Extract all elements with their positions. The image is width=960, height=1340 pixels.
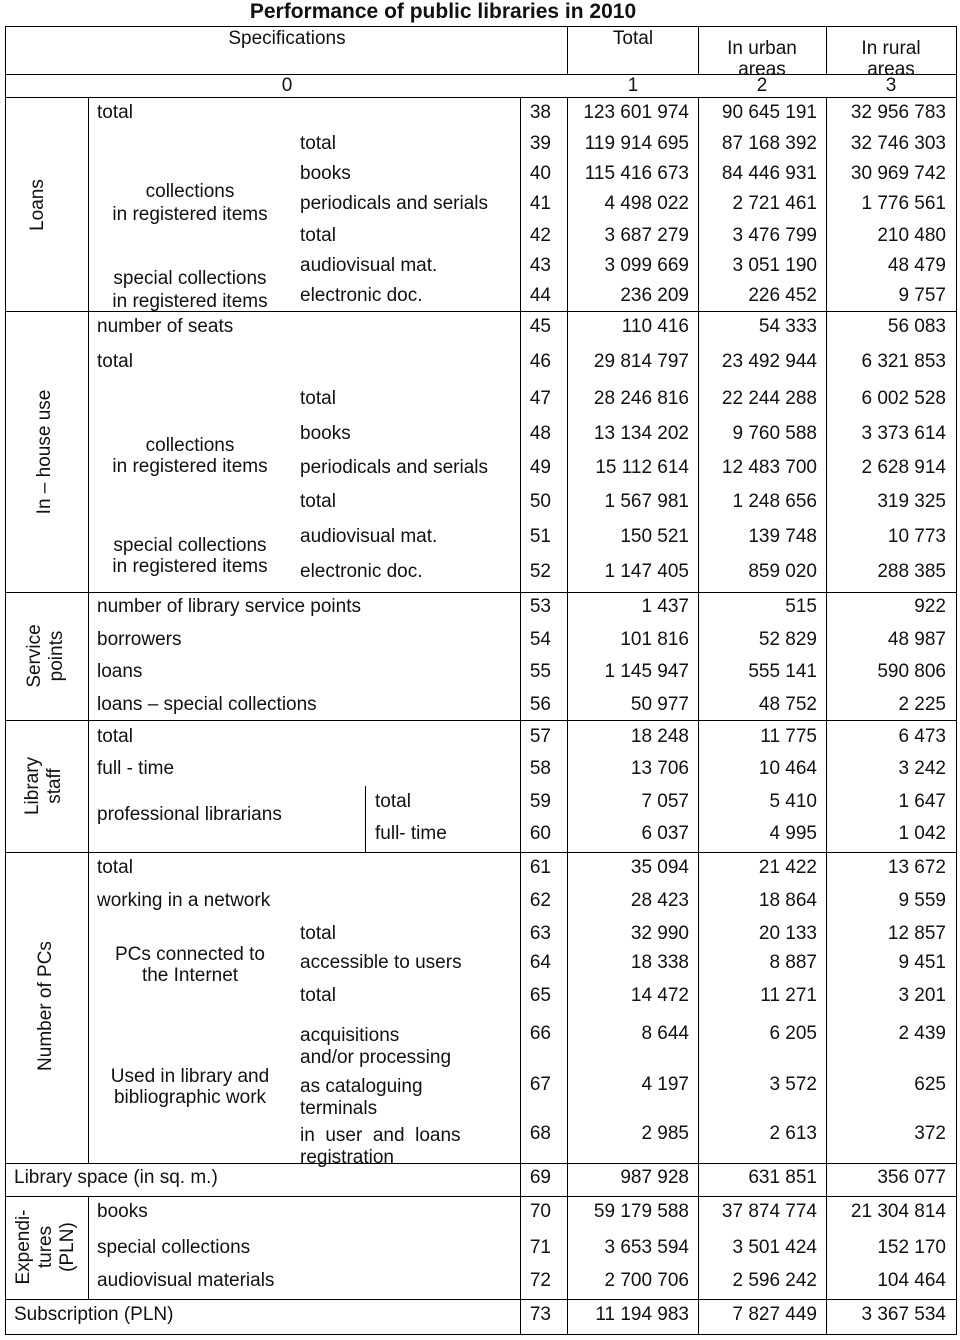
value-urban: 54 333 [758,316,817,337]
row-number: 46 [529,351,551,372]
value-rural: 3 367 534 [861,1304,946,1325]
value-rural: 2 225 [898,694,946,715]
row-number: 59 [529,791,551,812]
row-label: working in a network [97,890,271,911]
row-sublabel: total [300,923,336,944]
row-number: 47 [529,388,551,409]
value-urban: 7 827 449 [732,1304,817,1325]
row-sublabel: total [300,225,336,246]
value-urban: 84 446 931 [721,163,817,184]
value-rural: 372 [914,1123,946,1144]
data-col-line [826,97,827,1334]
value-rural: 104 464 [877,1270,946,1291]
value-rural: 48 987 [887,629,946,650]
row-label: special collections [97,1237,251,1258]
value-urban: 2 721 461 [732,193,817,214]
row-number: 48 [529,423,551,444]
row-label: total [97,351,133,372]
value-total: 14 472 [630,985,689,1006]
value-urban: 48 752 [758,694,817,715]
section-expenditures: Expendi- tures (PLN) [13,1209,78,1285]
value-total: 236 209 [620,285,689,306]
row-sublabel: total [300,133,336,154]
value-total: 123 601 974 [583,102,689,123]
row-sublabel: acquisitions and/or processing [300,1025,452,1068]
row-number: 41 [529,193,551,214]
header-rural: In rural areas [861,38,921,80]
value-total: 4 197 [641,1074,689,1095]
value-urban: 139 748 [748,526,817,547]
row-label: total [97,726,133,747]
value-total: 35 094 [630,857,689,878]
row-label: number of seats [97,316,234,337]
row-number: 58 [529,758,551,779]
section-line [5,720,956,721]
section-line [5,592,956,593]
value-rural: 356 077 [877,1167,946,1188]
row-label: total [97,102,133,123]
value-rural: 3 201 [898,985,946,1006]
value-urban: 21 422 [758,857,817,878]
row-label: loans – special collections [97,694,317,715]
value-total: 1 567 981 [604,491,689,512]
row-number: 56 [529,694,551,715]
value-rural: 9 451 [898,952,946,973]
value-total: 15 112 614 [595,457,689,478]
row-number: 50 [529,491,551,512]
value-urban: 11 775 [760,726,817,747]
value-rural: 1 042 [898,823,946,844]
column-number: 1 [627,75,639,96]
value-total: 101 816 [620,629,689,650]
row-number: 55 [529,661,551,682]
value-rural: 32 746 303 [850,133,946,154]
header-bottom-line [5,97,956,98]
row-sublabel: electronic doc. [300,285,423,306]
row-sublabel: total [300,985,336,1006]
row-number: 44 [529,285,551,306]
column-number: 0 [281,75,293,96]
value-rural: 56 083 [887,316,946,337]
table-border-bottom [5,1334,956,1335]
value-urban: 87 168 392 [721,133,817,154]
value-urban: 631 851 [748,1167,817,1188]
row-label: number of library service points [97,596,361,617]
value-urban: 515 [785,596,817,617]
header-total: Total [612,28,654,49]
row-sublabel: books [300,423,351,444]
section-number-of-pcs: Number of PCs [35,941,56,1071]
group-special-collections: special collections in registered items [112,535,268,577]
section-line [5,1196,956,1197]
section-library-staff: Library staff [22,756,65,816]
value-urban: 3 051 190 [732,255,817,276]
value-urban: 8 887 [769,952,817,973]
row-sublabel: electronic doc. [300,561,423,582]
value-rural: 6 473 [898,726,946,747]
value-rural: 625 [914,1074,946,1095]
row-sublabel: total [300,388,336,409]
group-pcs-internet: PCs connected to the Internet [115,944,265,986]
value-rural: 2 439 [898,1023,946,1044]
row-number: 52 [529,561,551,582]
value-urban: 11 271 [760,985,817,1006]
row-label: full - time [97,758,175,779]
group-professional-librarians: professional librarians [97,804,282,825]
value-total: 29 814 797 [593,351,689,372]
section-line [5,1299,956,1300]
value-total: 8 644 [641,1023,689,1044]
value-urban: 18 864 [758,890,817,911]
value-rural: 3 373 614 [861,423,946,444]
value-urban: 555 141 [748,661,817,682]
row-number: 61 [529,857,551,878]
row-number: 73 [529,1304,551,1325]
value-total: 7 057 [641,791,689,812]
value-total: 18 248 [630,726,689,747]
value-total: 150 521 [620,526,689,547]
row-label: Subscription (PLN) [14,1304,174,1325]
value-urban: 1 248 656 [732,491,817,512]
row-number: 68 [529,1123,551,1144]
value-urban: 859 020 [748,561,817,582]
row-label: audiovisual materials [97,1270,275,1291]
row-number: 40 [529,163,551,184]
row-number: 38 [529,102,551,123]
section-service-points: Service points [24,624,67,688]
value-rural: 2 628 914 [861,457,946,478]
row-sublabel: books [300,163,351,184]
row-number: 49 [529,457,551,478]
value-total: 13 134 202 [593,423,689,444]
data-col-line [520,97,521,1334]
value-urban: 2 596 242 [732,1270,817,1291]
group-collections: collections in registered items [112,181,268,225]
section-line [5,852,956,853]
row-sublabel: audiovisual mat. [300,255,438,276]
row-label: books [97,1201,148,1222]
row-sublabel: in user and loans registration [300,1125,461,1168]
value-urban: 5 410 [769,791,817,812]
data-col-line [698,97,699,1334]
value-total: 28 423 [630,890,689,911]
row-number: 64 [529,952,551,973]
section-col-line [88,1196,89,1299]
group-special-collections: special collections in registered items [112,268,268,312]
column-number: 3 [885,75,897,96]
row-label: loans [97,661,143,682]
row-label: Library space (in sq. m.) [14,1167,218,1188]
row-number: 70 [529,1201,551,1222]
row-number: 39 [529,133,551,154]
value-urban: 3 572 [769,1074,817,1095]
row-label: borrowers [97,629,182,650]
value-urban: 52 829 [758,629,817,650]
row-number: 66 [529,1023,551,1044]
value-rural: 210 480 [877,225,946,246]
value-total: 2 985 [641,1123,689,1144]
row-sublabel: total [375,791,411,812]
value-rural: 590 806 [877,661,946,682]
column-number: 2 [756,75,768,96]
value-total: 1 145 947 [604,661,689,682]
value-rural: 6 321 853 [861,351,946,372]
row-number: 72 [529,1270,551,1291]
row-sublabel: periodicals and serials [300,193,488,214]
value-total: 50 977 [630,694,689,715]
value-total: 4 498 022 [604,193,689,214]
value-rural: 32 956 783 [850,102,946,123]
row-number: 60 [529,823,551,844]
section-loans: Loans [27,179,48,231]
value-urban: 3 476 799 [732,225,817,246]
value-total: 3 687 279 [604,225,689,246]
value-urban: 3 501 424 [732,1237,817,1258]
group-collections: collections in registered items [112,435,268,477]
value-rural: 10 773 [887,526,946,547]
value-total: 11 194 983 [595,1304,689,1325]
value-total: 59 179 588 [593,1201,689,1222]
table-border-left [5,26,6,1335]
value-urban: 37 874 774 [721,1201,817,1222]
group-used-in-library: Used in library and bibliographic work [110,1066,270,1108]
value-total: 115 416 673 [584,163,689,184]
value-rural: 48 479 [887,255,946,276]
row-number: 57 [529,726,551,747]
value-rural: 1 647 [898,791,946,812]
value-total: 119 914 695 [584,133,689,154]
row-sublabel: periodicals and serials [300,457,488,478]
row-sublabel: total [300,491,336,512]
value-rural: 6 002 528 [861,388,946,409]
value-total: 3 099 669 [604,255,689,276]
data-col-line [567,97,568,1334]
row-number: 42 [529,225,551,246]
value-rural: 922 [914,596,946,617]
value-rural: 288 385 [877,561,946,582]
value-urban: 9 760 588 [732,423,817,444]
row-number: 43 [529,255,551,276]
row-sublabel: full- time [375,823,447,844]
value-urban: 12 483 700 [721,457,817,478]
value-rural: 1 776 561 [861,193,946,214]
value-urban: 22 244 288 [721,388,817,409]
value-rural: 30 969 742 [850,163,946,184]
value-rural: 9 757 [898,285,946,306]
value-urban: 90 645 191 [721,102,817,123]
row-sublabel: as cataloguing terminals [300,1076,423,1119]
page-title: Performance of public libraries in 2010 [249,0,637,23]
row-number: 45 [529,316,551,337]
row-sublabel: accessible to users [300,952,462,973]
row-sublabel: audiovisual mat. [300,526,438,547]
value-rural: 3 242 [898,758,946,779]
value-urban: 23 492 944 [721,351,817,372]
row-number: 65 [529,985,551,1006]
value-total: 13 706 [630,758,689,779]
row-number: 54 [529,629,551,650]
value-total: 32 990 [630,923,689,944]
table-border-top [5,26,956,27]
value-urban: 4 995 [769,823,817,844]
row-number: 69 [529,1167,551,1188]
section-line [5,1163,956,1164]
row-number: 51 [529,526,551,547]
value-total: 6 037 [641,823,689,844]
value-total: 1 147 405 [604,561,689,582]
value-total: 2 700 706 [604,1270,689,1291]
value-rural: 21 304 814 [850,1201,946,1222]
section-in-house-use: In – house use [34,389,55,515]
table-border-right [956,26,957,1335]
value-urban: 2 613 [769,1123,817,1144]
row-number: 67 [529,1074,551,1095]
header-specifications: Specifications [228,28,346,49]
subgroup-col-line [365,786,366,852]
value-total: 3 653 594 [604,1237,689,1258]
value-total: 28 246 816 [593,388,689,409]
header-urban: In urban areas [727,38,797,80]
value-rural: 13 672 [887,857,946,878]
value-rural: 12 857 [887,923,946,944]
row-number: 71 [529,1237,551,1258]
value-urban: 20 133 [758,923,817,944]
value-total: 18 338 [630,952,689,973]
value-total: 987 928 [620,1167,689,1188]
value-rural: 319 325 [877,491,946,512]
row-number: 63 [529,923,551,944]
row-number: 53 [529,596,551,617]
row-number: 62 [529,890,551,911]
value-urban: 6 205 [769,1023,817,1044]
section-col-line [88,97,89,1163]
value-urban: 10 464 [758,758,817,779]
value-rural: 9 559 [898,890,946,911]
value-urban: 226 452 [748,285,817,306]
row-label: total [97,857,133,878]
value-total: 1 437 [641,596,689,617]
value-rural: 152 170 [877,1237,946,1258]
value-total: 110 416 [621,316,689,337]
